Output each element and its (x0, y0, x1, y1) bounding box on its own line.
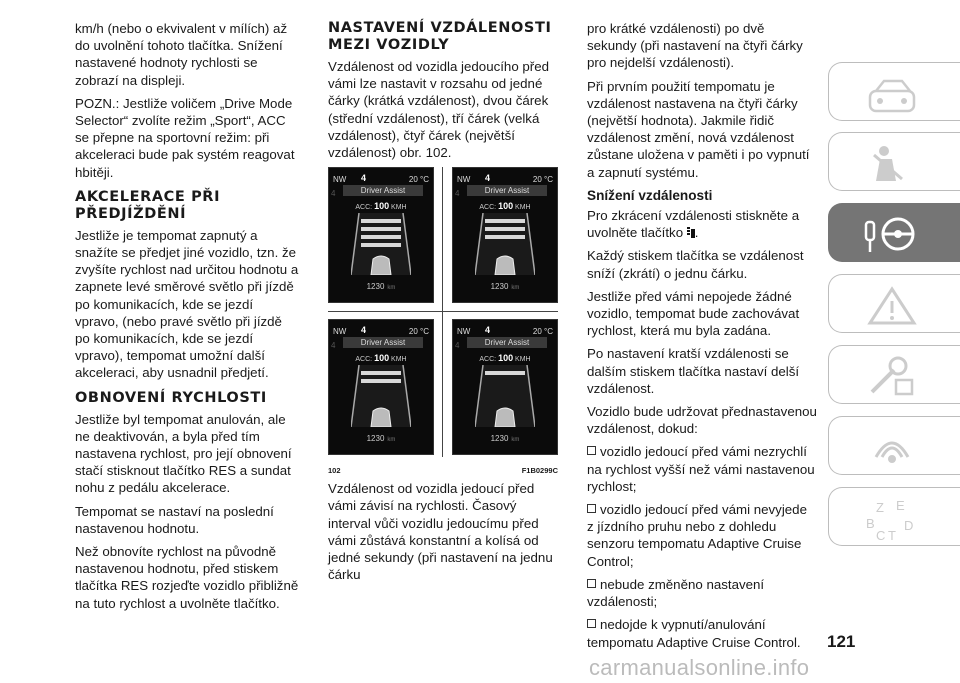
tab-letter: E (896, 498, 905, 513)
status-row (333, 171, 429, 183)
list-item (587, 616, 817, 650)
watermark: carmanualsonline.info (589, 655, 810, 680)
odometer-unit: km (387, 285, 396, 292)
distance-bar (361, 227, 401, 231)
list-item-text: vozidlo jedoucí před vámi nezrychlí na rychlost vyšší než vámi nastavenou rychlost; (587, 444, 815, 494)
chapter-tab[interactable] (828, 132, 960, 191)
lane-distance-graphic (351, 213, 411, 275)
compass-heading: NW (457, 175, 471, 185)
chapter-tab[interactable] (828, 345, 960, 404)
side-number: 4 (331, 189, 336, 199)
acc-label: ACC: (479, 356, 497, 364)
odometer-unit: km (511, 437, 520, 444)
paragraph: Jestliže byl tempomat anulován, ale ne deaktivován, a byla před tím nastavena rychlost, pro její obnovení stačí stisknout tlačítko RES a sundat nohu z pedálu akcelerace. (75, 411, 292, 496)
figure-divider-horizontal (328, 311, 558, 312)
distance-bar (485, 235, 525, 239)
tab-letter: T (888, 528, 896, 540)
subheading-reduce-distance: Snížení vzdálenosti (587, 187, 713, 203)
acc-speed: 100 (498, 353, 514, 364)
warning-breakdown-icon (862, 285, 922, 327)
distance-bar (361, 219, 401, 223)
acc-unit: KMH (515, 356, 531, 364)
status-row (457, 323, 553, 335)
odometer (453, 430, 557, 449)
lane-distance-graphic (475, 213, 535, 275)
drive-mode-banner: Driver Assist (343, 337, 423, 348)
list-item (587, 443, 817, 495)
paragraph: km/h (nebo o ekvivalent v mílích) až do uvolnění tohoto tlačítka. Snížení nastavené hodnoty rychlosti se zobrazí na displeji. (75, 21, 288, 88)
distance-bar (361, 371, 401, 375)
acc-unit: KMH (515, 204, 531, 212)
acc-speed: 100 (374, 353, 390, 364)
tab-letter: B (866, 516, 875, 531)
bullet-box-icon (587, 504, 596, 513)
paragraph: Vzdálenost od vozidla jedoucí před vámi závisí na rychlosti. Časový interval vůči vozidlu jedoucímu před vámi zůstává konstantní a kolísá od jedné sekundy (při nastavení na jednu čárku (328, 481, 553, 583)
paragraph: Vozidlo bude udržovat přednastavenou vzdálenost, dokud: (587, 404, 817, 437)
compass-heading: NW (457, 327, 471, 337)
multimedia-icon (862, 427, 922, 469)
chapter-tab[interactable] (828, 203, 960, 262)
outside-temperature: 20 °C (408, 175, 429, 185)
acc-speed: 100 (498, 201, 514, 212)
distance-bar (485, 219, 525, 223)
gear-indicator: 4 (485, 173, 491, 184)
cluster-display-panel (328, 167, 434, 303)
list-item (587, 576, 817, 610)
status-row (333, 323, 429, 335)
list-item-text: vozidlo jedoucí před vámi nevyjede z jízdního pruhu nebo z dohledu senzoru tempomatu Adaptive Cruise Control; (587, 502, 807, 569)
odometer (453, 278, 557, 297)
cluster-display-panel (452, 167, 558, 303)
list-item-text: nebude změněno nastavení vzdálenosti; (587, 576, 765, 610)
odometer-value: 1230 (490, 434, 509, 444)
paragraph: Vzdálenost od vozidla jedoucího před vámi lze nastavit v rozsahu od jedné čárky (krátká vzdálenost), dvou čárek (střední vzdálenost), tří čárek (velká vzdálenost), čtyř čárek (největší vzdálenost) obr. 102. (328, 59, 550, 161)
distance-bar (361, 379, 401, 383)
side-number: 4 (331, 341, 336, 351)
distance-bar (361, 243, 401, 247)
paragraph-text: . (694, 225, 699, 241)
vehicle-icon (495, 408, 515, 427)
paragraph: Jestliže je tempomat zapnutý a snažíte se předjet jiné vozidlo, tzn. že zvyšíte rychlost nad určitou hodnotu a zapnete levé směrové světlo při jízdě po komunikacích, kde se jezdí vpravo, (nebo pravé světlo při jízdě po komunikacích, kde se jezdí vpravo), tempomat umožní další akceleraci, aby usnadnil předjetí. (75, 227, 299, 381)
paragraph-text: Pro zkrácení vzdálenosti stiskněte a uvolněte tlačítko (587, 208, 800, 241)
paragraph: Při prvním použití tempomatu je vzdálenost nastavena na čtyři čárky (největší hodnota). Jakmile řidič vzdálenost změní, nová vzdálenost zůstane uložena v paměti i po vypnutí a zapnutí systému. (587, 78, 810, 180)
figure-divider-vertical (442, 167, 443, 457)
drive-mode-banner: Driver Assist (343, 185, 423, 196)
tab-letter: Z (876, 500, 884, 515)
column-middle (328, 20, 560, 589)
paragraph: Jestliže před vámi nepojede žádné vozidlo, tempomat bude zachovávat rychlost, která mu byla zadána. (587, 288, 800, 339)
bullet-list (587, 443, 817, 650)
odometer-unit: km (387, 437, 396, 444)
car-dashboard-icon (862, 73, 922, 115)
paragraph: POZN.: Jestliže voličem „Drive Mode Selector“ zvolíte režim „Sport“, ACC se přepne na sportovní režim: při akceleraci bude pak systém reagovat hbitěji. (75, 95, 295, 180)
list-item (587, 501, 817, 570)
distance-bar (361, 235, 401, 239)
odometer-value: 1230 (490, 282, 509, 292)
acc-unit: KMH (391, 204, 407, 212)
vehicle-icon (371, 408, 391, 427)
list-item-text: nedojde k vypnutí/anulování tempomatu Adaptive Cruise Control. (587, 617, 801, 650)
acc-speed: 100 (374, 201, 390, 212)
chapter-tab[interactable] (828, 274, 960, 333)
cluster-display-panel (328, 319, 434, 455)
vehicle-icon (371, 256, 391, 275)
chapter-tab[interactable] (828, 62, 960, 121)
gear-indicator: 4 (361, 325, 367, 336)
drive-mode-banner: Driver Assist (467, 185, 547, 196)
distance-bar (485, 371, 525, 375)
compass-heading: NW (333, 327, 347, 337)
column-left (75, 20, 300, 618)
acc-label: ACC: (355, 204, 373, 212)
paragraph: Než obnovíte rychlost na původně nastavenou hodnotu, před stiskem tlačítka RES rozjeďte vozidlo přibližně na tuto rychlost a uvolněte tlačítko. (75, 544, 299, 611)
bullet-box-icon (587, 579, 596, 588)
page-number: 121 (827, 632, 856, 651)
lane-distance-graphic (475, 365, 535, 427)
drive-mode-banner: Driver Assist (467, 337, 547, 348)
odometer-value: 1230 (366, 282, 385, 292)
distance-button-icon (687, 227, 695, 238)
tab-letter: D (904, 518, 914, 533)
lane-distance-graphic (351, 365, 411, 427)
seatbelt-safety-icon (862, 143, 922, 185)
paragraph: Tempomat se nastaví na poslední nastavenou hodnotu. (75, 503, 274, 536)
vehicle-icon (495, 256, 515, 275)
figure-caption (328, 462, 558, 474)
side-number: 4 (455, 189, 460, 199)
bullet-box-icon (587, 619, 596, 628)
chapter-tab[interactable] (828, 487, 960, 546)
side-number: 4 (455, 341, 460, 351)
gear-indicator: 4 (361, 173, 367, 184)
figure-102 (328, 167, 558, 474)
bullet-box-icon (587, 446, 596, 455)
distance-bar (485, 227, 525, 231)
gear-indicator: 4 (485, 325, 491, 336)
outside-temperature: 20 °C (532, 175, 553, 185)
tab-letter: C (876, 528, 886, 540)
odometer-value: 1230 (366, 434, 385, 444)
status-row (457, 171, 553, 183)
figure-number: 102 (328, 466, 341, 476)
maintenance-wrench-icon (862, 356, 922, 398)
section-heading-overtaking: AKCELERACE PŘI PŘEDJÍŽDĚNÍ (75, 188, 221, 222)
section-heading-speed-recall: OBNOVENÍ RYCHLOSTI (75, 389, 267, 406)
paragraph: Po nastavení kratší vzdálenosti se dalším stiskem tlačítka nastaví delší vzdálenost. (587, 346, 800, 396)
paragraph: pro krátké vzdálenosti) po dvě sekundy (při nastavení na čtyři čárky pro nejdelší vzdálenosti). (587, 21, 803, 71)
column-right (587, 20, 817, 657)
paragraph: Každý stiskem tlačítka se vzdálenost sníží (zkrátí) o jednu čárku. (587, 248, 804, 281)
key-steering-wheel-icon (862, 214, 922, 256)
acc-label: ACC: (355, 356, 373, 364)
chapter-tab[interactable] (828, 416, 960, 475)
odometer (329, 430, 433, 449)
odometer-unit: km (511, 285, 520, 292)
paragraph (587, 207, 817, 241)
outside-temperature: 20 °C (532, 327, 553, 337)
figure-code: F1B0299C (521, 466, 558, 476)
outside-temperature: 20 °C (408, 327, 429, 337)
index-abcde-icon (862, 498, 922, 540)
odometer (329, 278, 433, 297)
compass-heading: NW (333, 175, 347, 185)
acc-unit: KMH (391, 356, 407, 364)
cluster-display-panel (452, 319, 558, 455)
acc-label: ACC: (479, 204, 497, 212)
section-heading-distance-setting: NASTAVENÍ VZDÁLENOSTI MEZI VOZIDLY (328, 20, 552, 53)
